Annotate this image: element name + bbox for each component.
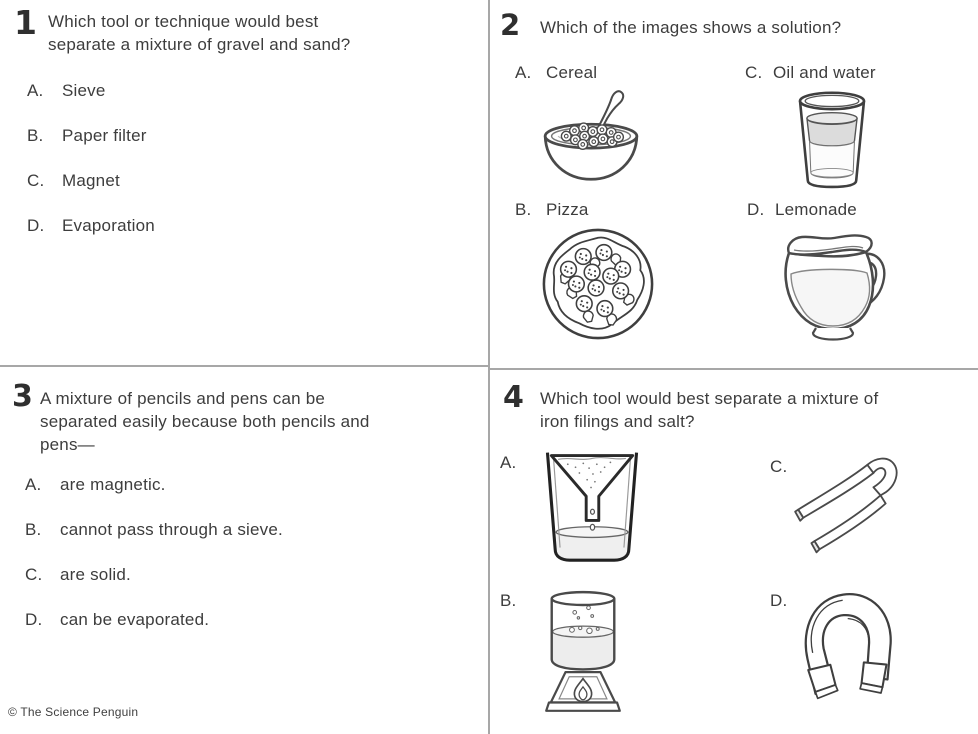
- q3-option-a: [25, 474, 283, 495]
- tongs-image: [786, 441, 908, 566]
- option-label: are magnetic.: [60, 475, 166, 494]
- q2-option-c-label: [745, 62, 876, 83]
- q2-option-b-label: [515, 199, 589, 220]
- q1-option-c: [27, 170, 155, 191]
- option-letter: A.: [27, 81, 44, 100]
- question-4-line-1: Which tool would best separate a mixture of: [540, 389, 879, 408]
- cereal-bowl-image: [536, 86, 646, 190]
- lemonade-pitcher-image: [777, 222, 889, 344]
- copyright-notice: © The Science Penguin: [8, 705, 139, 719]
- question-3-number: 3: [12, 379, 33, 414]
- question-2-panel: [490, 0, 978, 365]
- q1-option-b: [27, 125, 155, 146]
- question-1-header: [14, 3, 351, 56]
- option-label: Cereal: [546, 63, 598, 82]
- option-letter: A.: [515, 63, 532, 82]
- option-letter: A.: [25, 475, 42, 494]
- option-letter: C.: [27, 171, 45, 190]
- horseshoe-magnet-image: [788, 581, 900, 711]
- question-4-line-2: iron filings and salt?: [540, 412, 695, 431]
- question-2-line-1: Which of the images shows a solution?: [540, 18, 842, 37]
- question-1-text: [48, 6, 350, 56]
- question-3-line-1: A mixture of pencils and pens can be: [40, 389, 326, 408]
- q1-option-d: [27, 215, 155, 236]
- option-label: Evaporation: [62, 216, 155, 235]
- option-letter: D.: [747, 200, 765, 219]
- q4-option-a-letter: A.: [500, 453, 517, 472]
- question-3-line-3: pens—: [40, 435, 95, 454]
- option-label: Oil and water: [773, 63, 876, 82]
- option-letter: B.: [27, 126, 44, 145]
- question-2-header: [500, 8, 842, 42]
- question-1-number: 1: [14, 3, 37, 42]
- option-label: Paper filter: [62, 126, 147, 145]
- option-label: Lemonade: [775, 200, 857, 219]
- option-label: can be evaporated.: [60, 610, 210, 629]
- question-1-options: [27, 80, 155, 260]
- question-1-panel: [0, 0, 488, 365]
- filter-funnel-in-beaker-image: [538, 443, 646, 565]
- q4-option-c-letter: C.: [770, 457, 788, 476]
- beaker-heated-over-flame-image: [537, 583, 629, 719]
- question-3-text: [40, 382, 370, 456]
- option-letter: C.: [25, 565, 43, 584]
- question-1-line-1: Which tool or technique would best: [48, 12, 319, 31]
- q3-option-d: [25, 609, 283, 630]
- q4-option-d-letter: D.: [770, 591, 788, 610]
- question-1-line-2: separate a mixture of gravel and sand?: [48, 35, 351, 54]
- question-2-text: [540, 11, 841, 40]
- option-letter: B.: [25, 520, 42, 539]
- q3-option-c: [25, 564, 283, 585]
- question-2-number: 2: [500, 8, 521, 42]
- option-label: cannot pass through a sieve.: [60, 520, 283, 539]
- option-label: Pizza: [546, 200, 589, 219]
- option-letter: D.: [27, 216, 45, 235]
- q2-option-a-label: [515, 62, 597, 83]
- q3-option-b: [25, 519, 283, 540]
- option-letter: C.: [745, 63, 763, 82]
- pizza-image: [539, 222, 657, 346]
- option-label: Magnet: [62, 171, 120, 190]
- question-3-panel: [0, 367, 488, 734]
- q4-option-b-letter: B.: [500, 591, 517, 610]
- oil-and-water-glass-image: [791, 88, 873, 190]
- question-3-options: [25, 474, 283, 654]
- option-letter: D.: [25, 610, 43, 629]
- option-letter: B.: [515, 200, 532, 219]
- q2-option-d-label: [747, 199, 857, 220]
- question-4-number: 4: [503, 380, 524, 415]
- question-3-line-2: separated easily because both pencils and: [40, 412, 370, 431]
- question-4-panel: [490, 369, 978, 734]
- option-label: Sieve: [62, 81, 106, 100]
- question-4-header: [503, 380, 879, 433]
- q1-option-a: [27, 80, 155, 101]
- option-label: are solid.: [60, 565, 131, 584]
- question-3-header: [12, 379, 370, 456]
- question-4-text: [540, 383, 878, 433]
